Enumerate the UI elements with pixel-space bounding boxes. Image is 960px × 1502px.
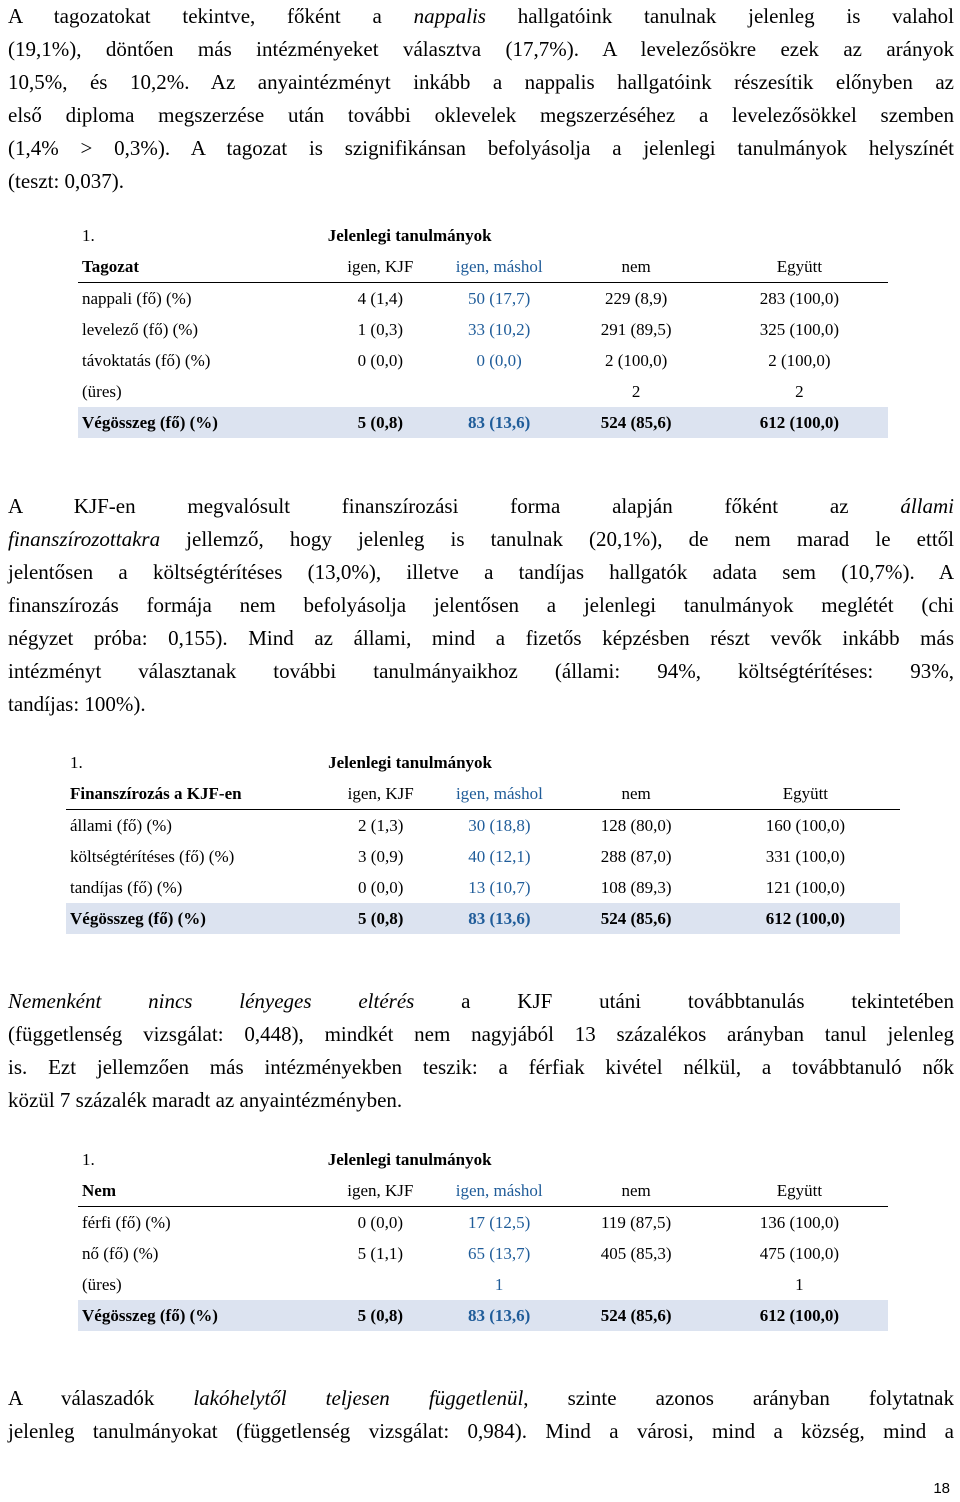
table-cell: 128 (80,0) <box>600 815 672 835</box>
table-total-row <box>78 1300 888 1331</box>
table-row <box>78 1238 888 1269</box>
table-title-row <box>78 220 888 251</box>
table-row <box>78 314 888 345</box>
column-header: nem <box>561 251 710 283</box>
text: (teszt: 0,037). <box>8 169 125 193</box>
table-title-row <box>78 1144 888 1175</box>
paragraph-line <box>8 66 954 99</box>
table-cell: 30 (18,8) <box>468 815 531 835</box>
row-label: költségtérítéses (fő) (%) <box>70 846 235 866</box>
row-label: nappali (fő) (%) <box>82 288 192 308</box>
row-label: levelező (fő) (%) <box>82 319 199 339</box>
column-header: igen, KJF <box>324 251 437 283</box>
table-cell: 2 (100,0) <box>604 350 668 370</box>
table-cell: 33 (10,2) <box>468 319 531 339</box>
text: (19,1%), döntően más intézményeket választva (17,7%). A levelezősökre ezek az arányok <box>8 37 954 61</box>
paragraph-line <box>8 490 954 523</box>
table-cell: 136 (100,0) <box>759 1212 840 1232</box>
paragraph-tagozat <box>8 0 954 198</box>
column-header: igen, KJF <box>324 778 437 810</box>
paragraph-line <box>8 1415 954 1448</box>
paragraph-line <box>8 1018 954 1051</box>
paragraph-finanszirozas <box>8 490 954 721</box>
total-cell: 612 (100,0) <box>711 407 888 438</box>
column-header: igen, máshol <box>437 251 561 283</box>
table-cell: 0 (0,0) <box>476 350 522 370</box>
column-header: igen, máshol <box>437 1175 561 1207</box>
column-header: nem <box>561 1175 710 1207</box>
paragraph-line <box>8 1382 954 1415</box>
text: tandíjas: 100%). <box>8 692 146 716</box>
table-row <box>78 283 888 315</box>
text: finanszírozás formája nem befolyásolja jelentősen a jelenlegi tanulmányok meglétét (chi <box>8 593 954 617</box>
table-title-row <box>66 747 900 778</box>
table-cell: 2 (100,0) <box>768 350 831 370</box>
paragraph-nem <box>8 985 954 1117</box>
column-header: Együtt <box>711 1175 888 1207</box>
table-cell: 229 (8,9) <box>604 288 668 308</box>
total-cell: 524 (85,6) <box>562 903 711 934</box>
total-cell: 83 (13,6) <box>437 903 561 934</box>
table-cell: 5 (1,1) <box>357 1243 403 1263</box>
row-label: nő (fő) (%) <box>82 1243 159 1263</box>
table-nem <box>78 1144 888 1331</box>
paragraph-line <box>8 1084 954 1117</box>
text: közül 7 százalék maradt az anyaintézményben. <box>8 1088 403 1112</box>
total-label: Végösszeg (fő) (%) <box>78 407 324 438</box>
table-cell: 50 (17,7) <box>468 288 531 308</box>
paragraph-line <box>8 556 954 589</box>
text: jellemző, hogy jelenleg is tanulnak (20,1%), de nem marad le ettől <box>160 527 954 551</box>
table-total-row <box>66 903 900 934</box>
row-header: Tagozat <box>78 251 324 283</box>
row-label: (üres) <box>82 381 122 401</box>
text: A KJF-en megvalósult finanszírozási forma alapján főként az <box>8 494 901 518</box>
table-cell: 160 (100,0) <box>765 815 846 835</box>
row-label: (üres) <box>82 1274 122 1294</box>
table-cell: 0 (0,0) <box>358 877 404 897</box>
text: intézményt választanak további tanulmányaikhoz (állami: 94%, költségtérítéses: 93%, <box>8 659 954 683</box>
column-header: igen, KJF <box>324 1175 437 1207</box>
table-cell <box>324 376 437 407</box>
text: a KJF utáni továbbtanulás tekintetében <box>414 989 954 1013</box>
table-cell: 405 (85,3) <box>600 1243 672 1263</box>
paragraph-line <box>8 33 954 66</box>
row-label: állami (fő) (%) <box>70 815 172 835</box>
text: hallgatóink tanulnak jelenleg is valahol <box>485 4 954 28</box>
paragraph-line <box>8 523 954 556</box>
table-cell: 288 (87,0) <box>600 846 672 866</box>
paragraph-lakohely <box>8 1382 954 1448</box>
row-header: Nem <box>78 1175 324 1207</box>
row-label: távoktatás (fő) (%) <box>82 350 211 370</box>
table-cell: 119 (87,5) <box>601 1212 672 1232</box>
table-cell <box>324 1269 437 1300</box>
column-header: Együtt <box>711 778 900 810</box>
table-number: 1. <box>70 752 83 772</box>
text: 10,5%, és 10,2%. Az anyaintézményt inkább a nappalis hallgatóink részesítik előnyben az <box>8 70 954 94</box>
table-cell: 2 <box>631 381 641 401</box>
paragraph-line <box>8 655 954 688</box>
table-cell <box>561 1269 710 1300</box>
table-row <box>78 1269 888 1300</box>
table-finanszirozas <box>66 747 900 934</box>
total-label: Végösszeg (fő) (%) <box>66 903 324 934</box>
italic-text: finanszírozottakra <box>8 527 161 551</box>
text: , szinte azonos arányban folytatnak <box>523 1386 955 1410</box>
table-cell: 121 (100,0) <box>765 877 846 897</box>
italic-text: állami <box>900 494 954 518</box>
total-label: Végösszeg (fő) (%) <box>78 1300 324 1331</box>
table-cell: 1 (0,3) <box>357 319 403 339</box>
total-cell: 83 (13,6) <box>437 407 561 438</box>
table-total-row <box>78 407 888 438</box>
table-cell: 1 <box>795 1274 804 1294</box>
table-cell: 331 (100,0) <box>765 846 846 866</box>
paragraph-line <box>8 985 954 1018</box>
row-label: férfi (fő) (%) <box>82 1212 171 1232</box>
table-cell: 291 (89,5) <box>600 319 672 339</box>
column-header: Együtt <box>711 251 888 283</box>
table-row <box>66 810 900 842</box>
text: jelenleg tanulmányokat (függetlenség vizsgálat: 0,984). Mind a városi, mind a község, mind a <box>8 1419 954 1443</box>
paragraph-line <box>8 165 954 198</box>
column-header: nem <box>562 778 711 810</box>
table-cell: 4 (1,4) <box>357 288 403 308</box>
table-header-row <box>78 251 888 283</box>
total-cell: 524 (85,6) <box>561 407 710 438</box>
table-cell: 325 (100,0) <box>759 319 840 339</box>
table-row <box>66 841 900 872</box>
table-cell: 0 (0,0) <box>357 1212 403 1232</box>
text: A tagozatokat tekintve, főként a <box>8 4 414 28</box>
table-row <box>66 872 900 903</box>
paragraph-line <box>8 688 954 721</box>
table-header-row <box>66 778 900 810</box>
table-cell: 65 (13,7) <box>468 1243 531 1263</box>
table-row <box>78 345 888 376</box>
text: négyzet próba: 0,155). Mind az állami, mind a fizetős képzésben részt vevők inkább más <box>8 626 954 650</box>
table-cell: 283 (100,0) <box>759 288 840 308</box>
column-header: igen, máshol <box>437 778 561 810</box>
paragraph-line <box>8 99 954 132</box>
table-title: Jelenlegi tanulmányok <box>327 1149 492 1169</box>
paragraph-line <box>8 589 954 622</box>
total-cell: 612 (100,0) <box>711 903 900 934</box>
paragraph-line <box>8 0 954 33</box>
table-cell: 2 <box>795 381 804 401</box>
paragraph-line <box>8 622 954 655</box>
total-cell: 5 (0,8) <box>324 407 437 438</box>
table-number: 1. <box>82 225 95 245</box>
table-row <box>78 376 888 407</box>
table-row <box>78 1207 888 1239</box>
table-cell: 0 (0,0) <box>357 350 403 370</box>
table-title: Jelenlegi tanulmányok <box>327 225 492 245</box>
text: jelentősen a költségtérítéses (13,0%), illetve a tandíjas hallgatók adata sem (10,7%). A <box>8 560 954 584</box>
table-cell: 13 (10,7) <box>468 877 531 897</box>
total-cell: 83 (13,6) <box>437 1300 561 1331</box>
table-cell: 1 <box>494 1274 504 1294</box>
text: (1,4% > 0,3%). A tagozat is szignifikánsan befolyásolja a jelenlegi tanulmányok helyszínét <box>8 136 954 160</box>
table-title: Jelenlegi tanulmányok <box>328 752 493 772</box>
table-cell: 40 (12,1) <box>468 846 531 866</box>
table-cell: 108 (89,3) <box>600 877 672 897</box>
table-cell: 475 (100,0) <box>759 1243 840 1263</box>
table-cell: 2 (1,3) <box>358 815 404 835</box>
table-tagozat <box>78 220 888 438</box>
italic-text: nappalis <box>413 4 486 28</box>
text: A válaszadók <box>8 1386 194 1410</box>
paragraph-line <box>8 1051 954 1084</box>
row-label: tandíjas (fő) (%) <box>70 877 183 897</box>
total-cell: 524 (85,6) <box>561 1300 710 1331</box>
total-cell: 5 (0,8) <box>324 903 437 934</box>
paragraph-line <box>8 132 954 165</box>
table-cell: 17 (12,5) <box>468 1212 531 1232</box>
table-header-row <box>78 1175 888 1207</box>
table-cell <box>437 376 561 407</box>
italic-text: lakóhelytől teljesen függetlenül <box>193 1386 524 1410</box>
text: is. Ezt jellemzően más intézményekben teszik: a férfiak kivétel nélkül, a továbbtanuló nők <box>8 1055 954 1079</box>
text: (függetlenség vizsgálat: 0,448), mindkét nem nagyjából 13 százalékos arányban tanul jelenleg <box>8 1022 954 1046</box>
table-number: 1. <box>82 1149 95 1169</box>
page-number: 18 <box>933 1480 950 1497</box>
italic-text: Nemenként nincs lényeges eltérés <box>8 989 415 1013</box>
total-cell: 5 (0,8) <box>324 1300 437 1331</box>
table-cell: 3 (0,9) <box>358 846 404 866</box>
total-cell: 612 (100,0) <box>711 1300 888 1331</box>
row-header: Finanszírozás a KJF-en <box>66 778 324 810</box>
text: első diploma megszerzése után további oklevelek megszerzéséhez a levelezősökkel szemben <box>8 103 954 127</box>
